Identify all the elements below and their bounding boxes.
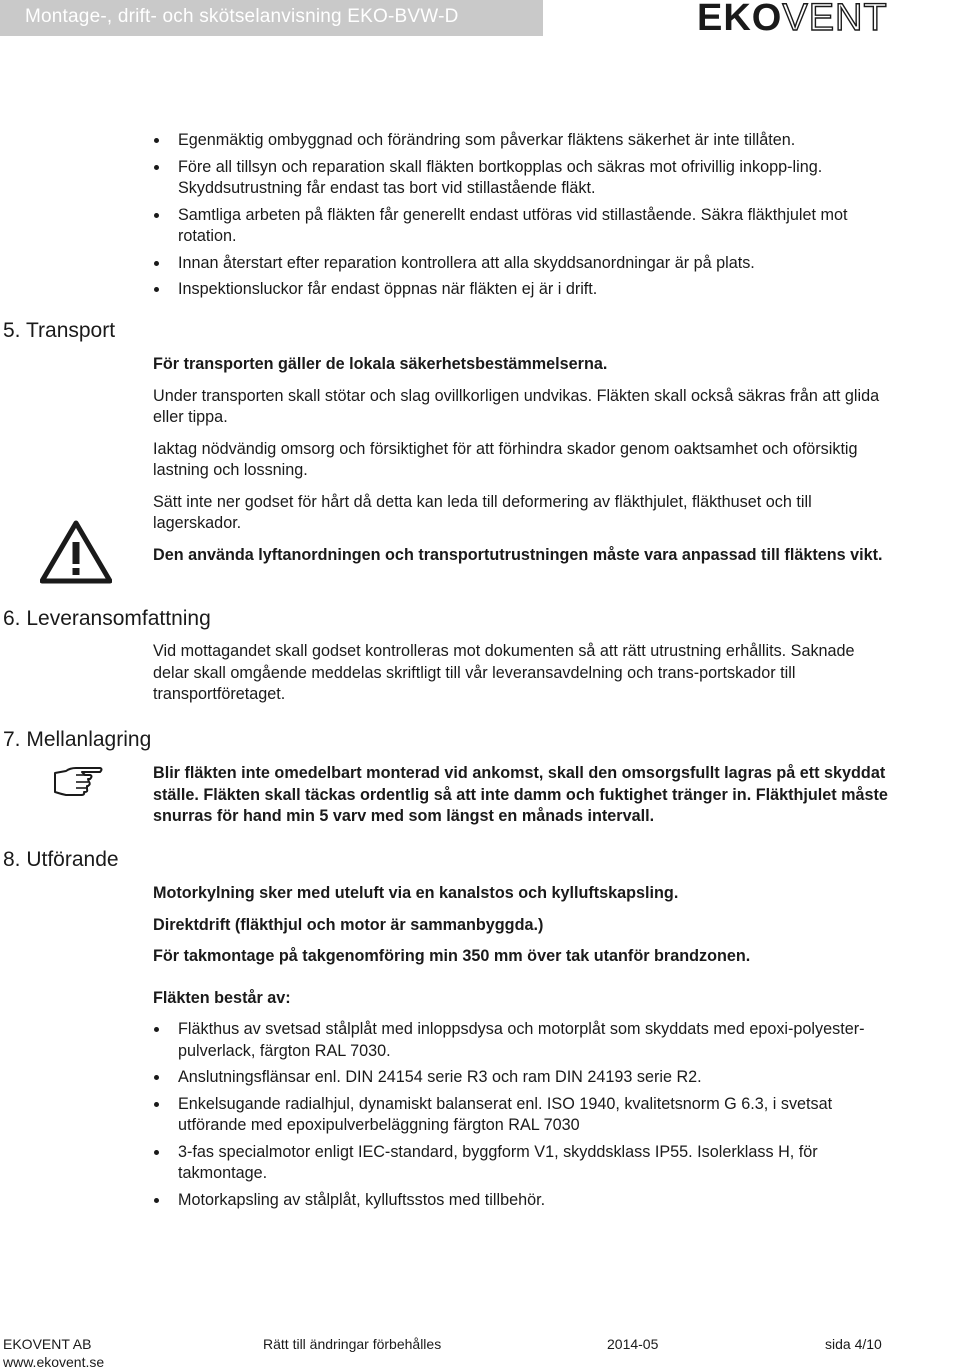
list-item: Innan återstart efter reparation kontrollera att alla skyddsanordningar är på plats.: [153, 253, 893, 275]
transport-paragraph: Under transporten skall stötar och slag ovillkorligen undvikas. Fläkten skall också säkras från att glida eller tippa.: [153, 386, 880, 426]
document-title: Montage-, drift- och skötselanvisning EKO-BVW-D: [25, 6, 459, 27]
list-item: Anslutningsflänsar enl. DIN 24154 serie R3 och ram DIN 24193 serie R2.: [153, 1067, 893, 1089]
list-item: Egenmäktig ombyggnad och förändring som påverkar fläktens säkerhet är inte tillåten.: [153, 130, 893, 152]
header-bar: [0, 0, 543, 36]
leverans-heading: 6. Leveransomfattning: [3, 607, 211, 630]
logo-vent: VENT: [782, 0, 888, 39]
list-item: Samtliga arbeten på fläkten får generellt endast utföras vid stillastående. Säkra fläkthjulet mot rotation.: [153, 205, 893, 248]
list-item: Enkelsugande radialhjul, dynamiskt balanserat enl. ISO 1940, kvalitetsnorm G 6.3, i svetsat utförande med epoxipulverbeläggning färgton RAL 7030: [153, 1094, 893, 1137]
transport-heading: 5. Transport: [3, 319, 116, 342]
utforande-paragraph: Motorkylning sker med uteluft via en kanalstos och kylluftskapsling.: [153, 884, 679, 902]
footer-date: 2014-05: [607, 1336, 659, 1352]
consists-heading: Fläkten består av:: [153, 988, 291, 1007]
leverans-paragraph: Vid mottagandet skall godset kontrolleras mot dokumenten så att rätt utrustning erhållits. Saknade delar skall omgående meddelas skriftligt till vår leveransavdelning och trans-portskador till transportföretaget.: [153, 642, 855, 703]
footer-website[interactable]: www.ekovent.se: [3, 1354, 105, 1370]
transport-section: [153, 354, 893, 566]
mellanlagring-section: [153, 763, 893, 828]
utforande-section: [153, 883, 893, 1216]
transport-paragraph: Iaktag nödvändig omsorg och försiktighet för att förhindra skador genom oaktsamhet och oförsiktig lastning och lossning.: [153, 439, 858, 479]
list-item: Före all tillsyn och reparation skall fläkten bortkopplas och säkras mot ofrivillig inkopp-ling. Skyddsutrustning får endast tas bort vid stillastående fläkt.: [153, 157, 893, 200]
ekovent-logo: [697, 0, 888, 38]
leverans-section: [153, 641, 893, 706]
mellanlagring-paragraph: Blir fläkten inte omedelbart monterad vid ankomst, skall den omsorgsfullt lagras på ett skyddat ställe. Fläkten skall täckas ordentlig så att inte damm och fuktighet tränger in. Fläkthjulet måste snurras för hand min 5 varv med som längst en månads intervall.: [153, 764, 888, 825]
warning-triangle-icon: [40, 520, 112, 584]
list-item: 3-fas specialmotor enligt IEC-standard, byggform V1, skyddsklass IP55. Isolerklass H, för takmontage.: [153, 1142, 893, 1185]
logo-eko: EKO: [697, 0, 783, 39]
footer-rights: Rätt till ändringar förbehålles: [263, 1336, 442, 1352]
pointing-hand-icon: [52, 765, 104, 797]
list-item: Inspektionsluckor får endast öppnas när fläkten ej är i drift.: [153, 279, 893, 301]
transport-rule: För transporten gäller de lokala säkerhetsbestämmelserna.: [153, 355, 608, 373]
safety-list: [153, 130, 893, 306]
transport-warning: Den använda lyftanordningen och transportutrustningen måste vara anpassad till fläktens vikt.: [153, 545, 883, 564]
footer-page-number: sida 4/10: [825, 1336, 882, 1352]
list-item: Motorkapsling av stålplåt, kylluftsstos med tillbehör.: [153, 1190, 893, 1212]
utforande-paragraph: För takmontage på takgenomföring min 350 mm över tak utanför brandzonen.: [153, 947, 751, 965]
utforande-heading: 8. Utförande: [3, 848, 119, 871]
utforande-paragraph: Direktdrift (fläkthjul och motor är sammanbyggda.): [153, 915, 544, 934]
list-item: Fläkthus av svetsad stålplåt med inloppsdysa och motorplåt som skyddats med epoxi-polyester-pulverlack, färgton RAL 7030.: [153, 1019, 893, 1062]
mellanlagring-heading: 7. Mellanlagring: [3, 728, 152, 751]
transport-paragraph: Sätt inte ner godset för hårt då detta kan leda till deformering av fläkthjulet, fläkthuset och till lagerskador.: [153, 492, 812, 532]
footer-company: EKOVENT AB: [3, 1336, 92, 1352]
components-list: [153, 1019, 893, 1211]
